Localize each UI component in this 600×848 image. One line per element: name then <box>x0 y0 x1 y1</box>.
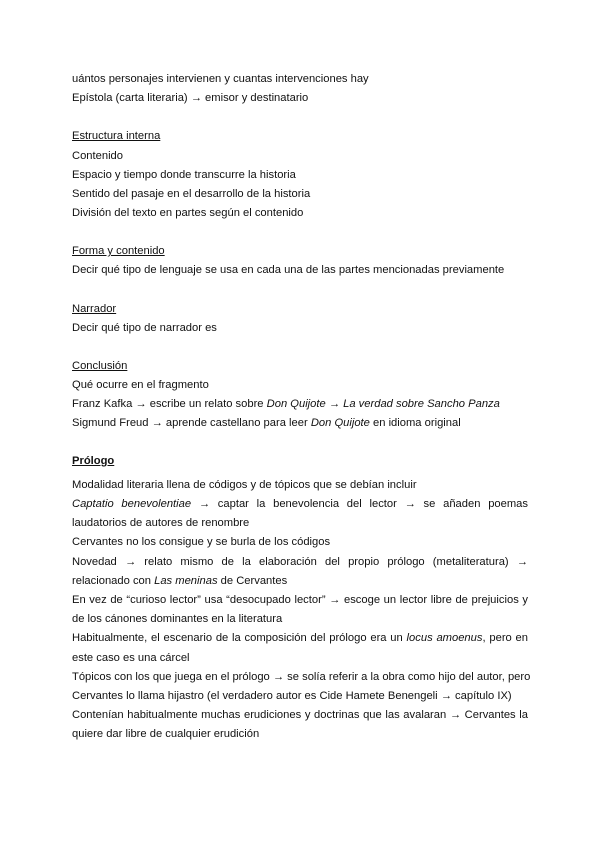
p6-text: Habitualmente, el escenario de la composición del prólogo era un <box>72 632 407 644</box>
kafka-text: Franz Kafka → escribe un relato sobre <box>72 398 267 410</box>
p6-text-end: , pero en <box>482 632 529 644</box>
prologo-p8-line2: quiere dar libre de cualquier erudición <box>72 728 260 740</box>
section-heading-prologo: Prólogo <box>72 455 115 467</box>
meninas-italic: Las meninas <box>154 575 218 587</box>
p4-text: relacionado con <box>72 575 155 587</box>
freud-text: Sigmund Freud → aprende castellano para leer <box>72 417 311 429</box>
p4-text-end: de Cervantes <box>217 575 288 587</box>
prologo-p7-line2: Cervantes lo llama hijastro (el verdadero autor es Cide Hamete Benengeli → capítulo IX) <box>72 690 512 702</box>
prologo-p8-line1: Contenían habitualmente muchas erudiciones y doctrinas que las avalaran → Cervantes la <box>72 709 528 721</box>
estructura-item: Espacio y tiempo donde transcurre la historia <box>72 169 296 181</box>
estructura-item: División del texto en partes según el contenido <box>72 207 304 219</box>
prologo-p2-line2: laudatorios de autores de renombre <box>72 517 250 529</box>
freud-text-end: en idioma original <box>369 417 461 429</box>
prologo-p7-line1: Tópicos con los que juega en el prólogo → se solía referir a la obra como hijo del autor, pero <box>72 671 531 683</box>
prologo-p4-line1: Novedad → relato mismo de la elaboración del propio prólogo (metaliteratura) → <box>72 556 528 568</box>
section-heading-narrador: Narrador <box>72 303 117 315</box>
intro-line-2: Epístola (carta literaria) → emisor y destinatario <box>72 92 309 104</box>
conclusion-line-1: Qué ocurre en el fragmento <box>72 379 209 391</box>
captatio-italic: Captatio benevolentiae <box>72 498 192 510</box>
freud-italic: Don Quijote <box>310 417 370 429</box>
narrador-text: Decir qué tipo de narrador es <box>72 322 217 334</box>
section-heading-estructura: Estructura interna <box>72 130 161 142</box>
prologo-p5-line2: de los cánones dominantes en la literatura <box>72 613 283 625</box>
section-heading-forma: Forma y contenido <box>72 245 165 257</box>
kafka-italic: Don Quijote → La verdad sobre Sancho Panza <box>266 398 500 410</box>
prologo-p6-line2: este caso es una cárcel <box>72 652 190 664</box>
locus-italic: locus amoenus <box>406 632 483 644</box>
forma-text: Decir qué tipo de lenguaje se usa en cada una de las partes mencionadas previamente <box>72 264 505 276</box>
prologo-p4-line2 <box>72 574 528 588</box>
p2-text: → captar la benevolencia del lector → se añaden poemas <box>191 498 528 510</box>
section-heading-conclusion: Conclusión <box>72 360 128 372</box>
conclusion-kafka <box>72 397 528 411</box>
intro-line-1: uántos personajes intervienen y cuantas intervenciones hay <box>72 73 369 85</box>
prologo-p2-line1 <box>72 497 528 511</box>
prologo-p1: Modalidad literaria llena de códigos y de tópicos que se debían incluir <box>72 479 417 491</box>
estructura-item: Sentido del pasaje en el desarrollo de la historia <box>72 188 311 200</box>
prologo-p6-line1 <box>72 631 528 645</box>
conclusion-freud <box>72 416 528 430</box>
prologo-p3: Cervantes no los consigue y se burla de los códigos <box>72 536 331 548</box>
prologo-p5-line1: En vez de “curioso lector” usa “desocupado lector” → escoge un lector libre de prejuicios y <box>72 594 528 606</box>
estructura-item: Contenido <box>72 150 124 162</box>
